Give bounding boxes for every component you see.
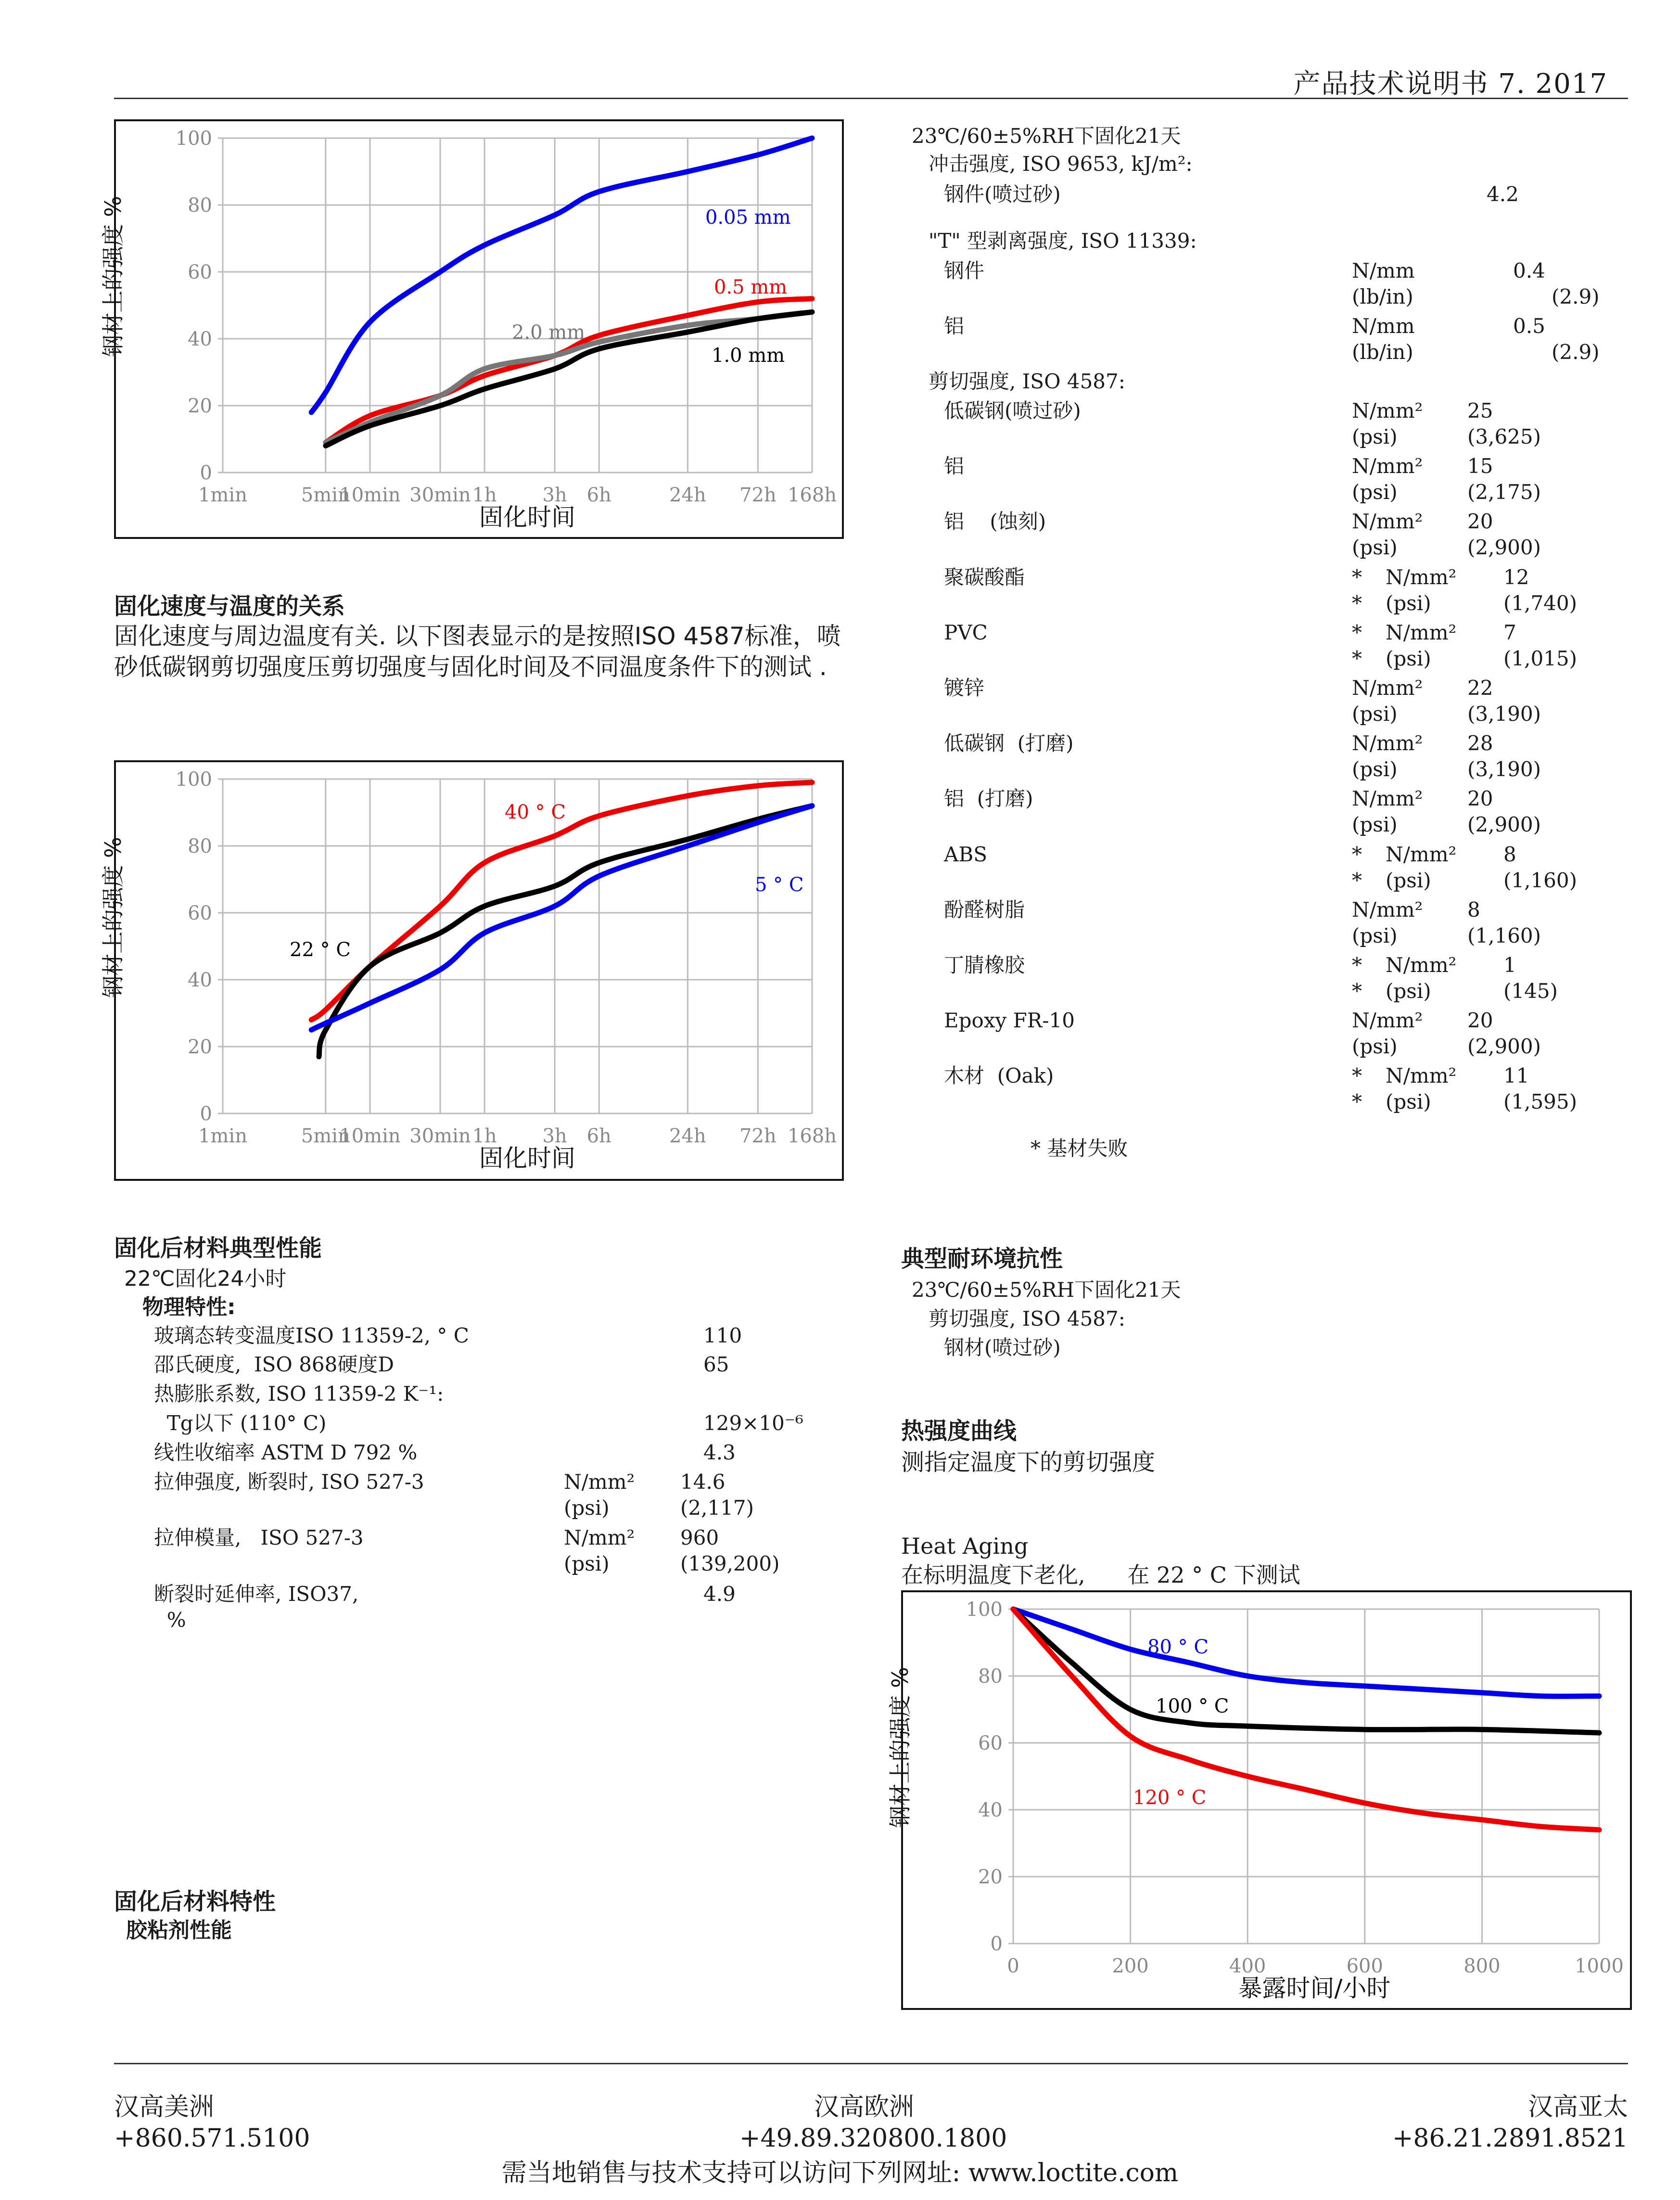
shear-value-imperial: (1,160): [1467, 923, 1541, 947]
shear-substrate-label: 铝 (打磨): [944, 787, 1033, 811]
x-tick-label: 24h: [669, 1125, 706, 1147]
gap-strength-chart-svg: [100, 121, 842, 537]
shear-unit-imperial: (psi): [1352, 1035, 1398, 1059]
physical-property-value: 110: [703, 1324, 742, 1347]
footer-rule: [114, 2063, 1628, 2064]
series-label: 80 ° C: [1147, 1636, 1209, 1658]
x-tick-label: 400: [1229, 1955, 1266, 1977]
x-tick-label: 3h: [542, 1125, 567, 1147]
series-label: 22 ° C: [290, 939, 351, 961]
peel-value-imperial: (2.9): [1552, 285, 1600, 308]
shear-unit: N/mm²: [1352, 1009, 1423, 1033]
x-tick-label: 0: [1007, 1955, 1019, 1977]
x-tick-label: 5min: [301, 1125, 350, 1147]
series-line: [311, 138, 812, 412]
shear-substrate-label: 酚醛树脂: [944, 897, 1025, 921]
y-axis-label: 钢材上的强度 %: [100, 196, 126, 357]
cure-speed-text: 固化速度与周边温度有关. 以下图表显示的是按照ISO 4587标准，喷砂低碳钢剪切强度压剪切强度与固化时间及不同温度条件下的测试 .: [114, 622, 841, 681]
substrate-failure-star: *: [1352, 565, 1362, 589]
series-line: [1013, 1609, 1599, 1733]
typical-properties-title: 固化后材料典型性能: [114, 1235, 322, 1262]
shear-unit: N/mm²: [1352, 731, 1423, 755]
impact-strength-substrate: 钢件(喷过砂): [944, 182, 1061, 206]
shear-value: 28: [1467, 731, 1493, 755]
cure-speed-title: 固化速度与温度的关系: [114, 593, 345, 620]
substrate-failure-note: * 基材失败: [1031, 1137, 1128, 1160]
physical-properties-title: 物理特性:: [142, 1295, 236, 1319]
shear-value-imperial: (1,595): [1503, 1090, 1578, 1114]
x-tick-label: 5min: [301, 484, 350, 506]
temperature-strength-chart-svg: [100, 762, 842, 1179]
shear-value: 20: [1467, 510, 1493, 534]
shear-unit-imperial: (psi): [1352, 813, 1398, 837]
shear-strength-label: 剪切强度, ISO 4587:: [929, 370, 1125, 393]
substrate-failure-star: *: [1352, 591, 1362, 615]
shear-unit: N/mm²: [1352, 676, 1423, 700]
y-tick-label: 20: [188, 1036, 212, 1058]
series-label: 100 ° C: [1156, 1695, 1229, 1717]
shear-substrate-label: Epoxy FR-10: [944, 1009, 1075, 1033]
shear-substrate-label: 低碳钢(喷过砂): [944, 399, 1081, 422]
x-axis-label: 固化时间: [479, 503, 575, 531]
y-tick-label: 0: [200, 462, 212, 484]
physical-property-unit: N/mm²: [564, 1470, 635, 1494]
shear-substrate-label: PVC: [944, 620, 988, 644]
environmental-resistance-title: 典型耐环境抗性: [901, 1245, 1063, 1272]
shear-unit-imperial: (psi): [1352, 757, 1398, 781]
heat-aging-text: 在标明温度下老化, 在 22 ° C 下测试: [901, 1562, 1300, 1588]
y-tick-label: 60: [188, 902, 212, 924]
shear-substrate-label: 丁腈橡胶: [944, 953, 1025, 977]
y-axis-label: 钢材上的强度 %: [887, 1667, 913, 1828]
y-tick-label: 20: [978, 1866, 1003, 1888]
x-tick-label: 72h: [739, 1125, 776, 1147]
shear-substrate-label: 木材 (Oak): [944, 1064, 1054, 1088]
shear-value: 12: [1503, 565, 1529, 589]
shear-value-imperial: (2,900): [1467, 536, 1541, 560]
substrate-failure-star: *: [1352, 1064, 1362, 1088]
typical-cure-condition: 22℃固化24小时: [124, 1266, 287, 1291]
peel-unit: N/mm: [1352, 259, 1415, 282]
shear-unit-imperial: (psi): [1352, 923, 1398, 947]
cured-properties-title: 固化后材料特性: [114, 1888, 276, 1915]
substrate-failure-star: *: [1352, 868, 1362, 892]
peel-substrate-label: 铝: [944, 314, 965, 338]
x-tick-label: 1min: [198, 1125, 247, 1147]
shear-value: 20: [1467, 787, 1493, 811]
physical-property-value: 65: [703, 1353, 729, 1376]
shear-unit: N/mm²: [1386, 1064, 1457, 1088]
shear-value: 8: [1467, 897, 1480, 921]
peel-unit-imperial: (lb/in): [1352, 285, 1413, 308]
x-tick-label: 10min: [339, 1125, 401, 1147]
series-label: 5 ° C: [755, 874, 804, 896]
americas-phone: +860.571.5100: [114, 2124, 310, 2153]
shear-value-imperial: (1,740): [1503, 591, 1578, 615]
peel-substrate-label: 钢件: [944, 259, 985, 282]
heat-aging-chart: [887, 1590, 1632, 2010]
shear-unit-imperial: (psi): [1386, 1090, 1431, 1114]
y-tick-label: 0: [200, 1103, 212, 1125]
y-tick-label: 40: [188, 969, 212, 991]
shear-unit: N/mm²: [1352, 399, 1423, 422]
shear-value: 25: [1467, 399, 1493, 422]
shear-value-imperial: (3,625): [1467, 425, 1541, 448]
shear-unit-imperial: (psi): [1352, 480, 1398, 504]
environmental-shear-label: 剪切强度, ISO 4587:: [929, 1307, 1125, 1330]
shear-value: 22: [1467, 676, 1493, 700]
shear-unit-imperial: (psi): [1352, 425, 1398, 448]
shear-substrate-label: 铝: [944, 454, 965, 478]
series-label: 40 ° C: [505, 801, 566, 823]
shear-value-imperial: (145): [1503, 979, 1558, 1003]
y-tick-label: 0: [990, 1933, 1003, 1955]
x-tick-label: 200: [1112, 1955, 1149, 1977]
x-axis-label: 暴露时间/小时: [1238, 1974, 1391, 2002]
environmental-substrate: 钢材(喷过砂): [944, 1336, 1061, 1359]
right-cure-condition: 23℃/60±5%RH下固化21天: [912, 124, 1181, 148]
gap-strength-chart: [100, 119, 844, 539]
shear-value-imperial: (2,900): [1467, 1035, 1541, 1059]
physical-property-label: 拉伸强度, 断裂时, ISO 527-3: [154, 1470, 424, 1494]
y-tick-label: 80: [188, 194, 212, 217]
shear-value: 8: [1503, 842, 1516, 866]
x-tick-label: 72h: [739, 484, 776, 506]
series-label: 1.0 mm: [712, 345, 785, 367]
series-line: [1013, 1609, 1599, 1696]
temperature-strength-chart: [100, 760, 844, 1181]
shear-value-imperial: (3,190): [1467, 757, 1541, 781]
substrate-failure-star: *: [1352, 620, 1362, 644]
environmental-cure-condition: 23℃/60±5%RH下固化21天: [912, 1278, 1181, 1302]
series-label: 0.05 mm: [705, 206, 791, 229]
x-tick-label: 30min: [409, 1125, 471, 1147]
shear-unit-imperial: (psi): [1352, 702, 1398, 726]
hot-strength-title: 热强度曲线: [901, 1418, 1017, 1445]
shear-value-imperial: (1,160): [1503, 868, 1578, 892]
series-line: [319, 806, 812, 1057]
shear-value-imperial: (3,190): [1467, 702, 1541, 726]
shear-value-imperial: (2,175): [1467, 480, 1541, 504]
y-tick-label: 80: [188, 835, 212, 857]
x-tick-label: 1h: [472, 484, 497, 506]
substrate-failure-star: *: [1352, 842, 1362, 866]
physical-property-label: 断裂时延伸率, ISO37,: [154, 1582, 359, 1606]
x-tick-label: 800: [1464, 1955, 1501, 1977]
shear-unit: N/mm²: [1352, 787, 1423, 811]
physical-property-label: Tg以下 (110° C): [154, 1411, 327, 1435]
support-website-text: 需当地销售与技术支持可以访问下列网址: www.loctite.com: [501, 2159, 1179, 2187]
physical-property-label: 热膨胀系数, ISO 11359-2 K⁻¹:: [154, 1382, 444, 1406]
physical-property-label: 玻璃态转变温度ISO 11359-2, ° C: [154, 1324, 469, 1347]
physical-property-label: %: [154, 1608, 186, 1632]
shear-unit: N/mm²: [1352, 510, 1423, 534]
y-tick-label: 80: [978, 1665, 1003, 1688]
europe-phone: +49.89.320800.1800: [739, 2124, 1007, 2153]
europe-name: 汉高欧洲: [814, 2093, 915, 2122]
asia-name: 汉高亚太: [1527, 2093, 1628, 2122]
y-axis-label: 钢材上的强度 %: [100, 837, 126, 998]
shear-value: 7: [1503, 620, 1516, 644]
x-tick-label: 1h: [472, 1125, 497, 1147]
x-tick-label: 24h: [669, 484, 706, 506]
y-tick-label: 100: [175, 128, 212, 150]
x-tick-label: 1min: [198, 484, 247, 506]
physical-property-value: (2,117): [680, 1496, 754, 1520]
substrate-failure-star: *: [1352, 646, 1362, 670]
physical-property-label: 拉伸模量, ISO 527-3: [154, 1526, 364, 1549]
shear-substrate-label: 低碳钢 (打磨): [944, 731, 1074, 755]
shear-substrate-label: ABS: [944, 842, 987, 866]
series-label: 0.5 mm: [714, 276, 788, 298]
series-label: 120 ° C: [1133, 1787, 1207, 1809]
shear-unit: N/mm²: [1386, 565, 1457, 589]
peel-value: 0.4: [1513, 259, 1545, 282]
heat-aging-chart-svg: [887, 1592, 1630, 2008]
substrate-failure-star: *: [1352, 1090, 1362, 1114]
shear-value: 11: [1503, 1064, 1529, 1088]
asia-phone: +86.21.2891.8521: [1392, 2124, 1628, 2153]
shear-value: 1: [1503, 953, 1516, 977]
x-tick-label: 30min: [409, 484, 471, 506]
y-tick-label: 100: [175, 768, 212, 791]
x-tick-label: 600: [1346, 1955, 1383, 1977]
peel-value: 0.5: [1513, 314, 1545, 338]
shear-unit: N/mm²: [1386, 953, 1457, 977]
shear-unit-imperial: (psi): [1352, 536, 1398, 560]
x-tick-label: 6h: [586, 484, 611, 506]
y-tick-label: 60: [188, 261, 212, 283]
y-tick-label: 20: [188, 395, 212, 417]
peel-strength-label: "T" 型剥离强度, ISO 11339:: [929, 229, 1197, 253]
y-tick-label: 40: [188, 328, 212, 350]
x-tick-label: 1000: [1575, 1955, 1624, 1977]
impact-strength-value: 4.2: [1487, 182, 1519, 206]
physical-property-value: 960: [680, 1526, 719, 1549]
shear-unit: N/mm²: [1386, 842, 1457, 866]
substrate-failure-star: *: [1352, 953, 1362, 977]
physical-property-value: 4.3: [703, 1441, 736, 1464]
shear-substrate-label: 铝 (蚀刻): [944, 510, 1046, 534]
physical-property-value: 14.6: [680, 1470, 725, 1494]
shear-unit: N/mm²: [1352, 454, 1423, 478]
physical-property-value: 129×10⁻⁶: [703, 1411, 803, 1435]
shear-value-imperial: (1,015): [1503, 646, 1578, 670]
adhesive-properties-title: 胶粘剂性能: [126, 1918, 232, 1943]
physical-property-value: 4.9: [703, 1582, 736, 1606]
shear-unit: N/mm²: [1352, 897, 1423, 921]
document-header-title: 产品技术说明书 7. 2017: [1293, 68, 1608, 100]
heat-aging-title: Heat Aging: [901, 1533, 1029, 1559]
substrate-failure-star: *: [1352, 979, 1362, 1003]
shear-value: 15: [1467, 454, 1493, 478]
americas-name: 汉高美洲: [114, 2093, 215, 2122]
y-tick-label: 100: [966, 1599, 1003, 1621]
series-line: [311, 806, 812, 1030]
shear-substrate-label: 聚碳酸酯: [944, 565, 1025, 589]
physical-property-value: (139,200): [680, 1552, 780, 1575]
x-tick-label: 168h: [787, 484, 837, 506]
physical-property-unit: N/mm²: [564, 1526, 635, 1549]
physical-property-label: 线性收缩率 ASTM D 792 %: [154, 1441, 418, 1464]
peel-value-imperial: (2.9): [1552, 340, 1600, 364]
x-tick-label: 168h: [787, 1125, 837, 1147]
shear-unit-imperial: (psi): [1386, 646, 1431, 670]
physical-property-unit: (psi): [564, 1496, 610, 1520]
y-tick-label: 40: [978, 1799, 1003, 1821]
peel-unit: N/mm: [1352, 314, 1415, 338]
physical-property-label: 邵氏硬度, ISO 868硬度D: [154, 1353, 395, 1376]
x-axis-label: 固化时间: [479, 1144, 575, 1172]
physical-property-unit: (psi): [564, 1552, 610, 1575]
shear-value: 20: [1467, 1009, 1493, 1033]
shear-unit-imperial: (psi): [1386, 979, 1431, 1003]
x-tick-label: 10min: [339, 484, 401, 506]
header-rule: [114, 98, 1628, 99]
shear-substrate-label: 镀锌: [944, 676, 985, 700]
shear-unit: N/mm²: [1386, 620, 1457, 644]
x-tick-label: 6h: [586, 1125, 611, 1147]
x-tick-label: 3h: [542, 484, 567, 506]
shear-value-imperial: (2,900): [1467, 813, 1541, 837]
shear-unit-imperial: (psi): [1386, 868, 1431, 892]
y-tick-label: 60: [978, 1732, 1003, 1754]
shear-unit-imperial: (psi): [1386, 591, 1431, 615]
hot-strength-text: 测指定温度下的剪切强度: [901, 1449, 1156, 1476]
series-label: 2.0 mm: [512, 321, 585, 344]
impact-strength-label: 冲击强度, ISO 9653, kJ/m²:: [929, 152, 1193, 176]
peel-unit-imperial: (lb/in): [1352, 340, 1413, 364]
